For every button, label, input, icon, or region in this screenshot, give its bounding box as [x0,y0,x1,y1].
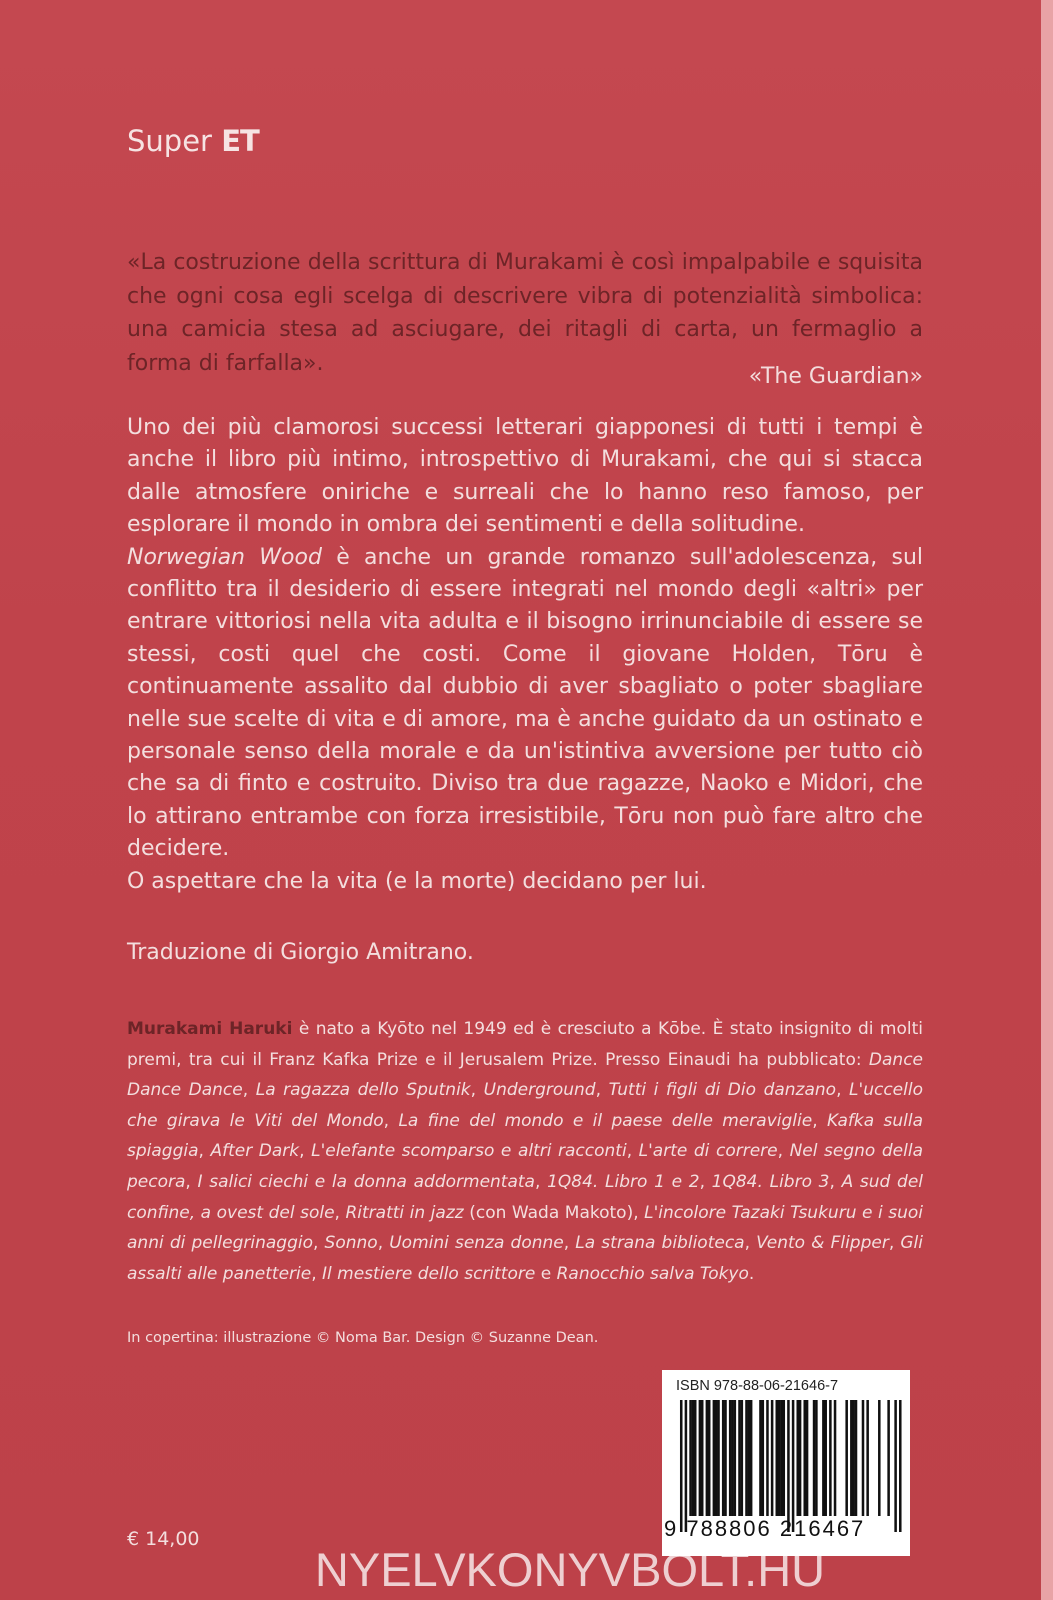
barcode-bar [729,1400,732,1516]
work-title: Underground [483,1080,596,1101]
work-title: Ranocchio salva Tokyo [556,1263,749,1284]
barcode-bar [708,1400,711,1516]
cover-credits: In copertina: illustrazione © Noma Bar. Design © Suzanne Dean. [127,1330,599,1346]
ean-digits: 9 788806 216467 [664,1516,866,1541]
barcode-bar [815,1400,818,1516]
book-title: Norwegian Wood [127,544,322,570]
work-title: L'elefante scomparso e altri racconti [311,1141,627,1162]
barcode-bar [806,1400,809,1516]
barcode-bar [689,1400,692,1516]
barcode-bar [692,1400,695,1516]
barcode-bar [706,1400,709,1516]
work-title: Nel segno della pecora [127,1141,923,1192]
work-title: I salici ciechi e la donna addormentata [197,1171,535,1192]
barcode-bar [787,1400,790,1532]
barcode-bar [792,1400,795,1532]
barcode-bar [783,1400,786,1516]
barcode-bar [685,1400,688,1532]
work-title: 1Q84. Libro 3 [711,1171,830,1192]
quote-source: «The Guardian» [748,364,923,389]
barcode-bar [780,1400,783,1516]
work-title: Ritratti in jazz [345,1202,464,1223]
barcode-bar [717,1400,720,1516]
barcode-bar [899,1400,902,1532]
barcode-bar [822,1400,825,1516]
barcode-bar [694,1400,697,1516]
work-title: Il mestiere dello scrittore [322,1263,536,1284]
barcode-bar [824,1400,827,1516]
isbn-label: ISBN 978-88-06-21646-7 [676,1378,839,1394]
barcode-bar [796,1400,799,1516]
barcode-bar [759,1400,762,1516]
barcode-bar [855,1400,858,1516]
work-title: Uomini senza donne [389,1233,564,1254]
work-title: Tutti i figli di Dio danzano [608,1080,837,1101]
barcode-bar [715,1400,718,1516]
barcode-bar [866,1400,869,1516]
blurb-paragraph-2-text: è anche un grande romanzo sull'adolescenza, sul conflitto tra il desiderio di essere integrati nel mondo degli «altri» per entrare vittoriosi nella vita adulta e il bisogno irrinunciabile di essere se stessi, costi quel che costi. Come il giovane Holden, Tōru è continuamente assalito dal dubbio di aver sbagliato o poter sbagliare nelle sue scelte di vita e di amore, ma è anche guidato da un ostinato e personale senso della morale e da un'istintiva avversione per tutto ciò che sa di finto e costruito. Diviso tra due ragazze, Naoko e Midori, che lo attirano entrambe con forza irresistibile, Tōru non può fare altro che decidere. [127,544,923,862]
barcode [662,1370,910,1556]
blurb [127,412,923,898]
author-name: Murakami Haruki [127,1019,293,1039]
work-title: La strana biblioteca [575,1233,745,1254]
work-title: La fine del mondo e il paese delle meraviglie [398,1110,813,1131]
work-title: Sonno [324,1233,378,1254]
work-title: La ragazza dello Sputnik [255,1080,471,1101]
author-bio-intro: è nato a Kyōto nel 1949 ed è cresciuto a Kōbe. È stato insignito di molti premi, tra cui il Franz Kafka Prize e il Jerusalem Prize. Presso Einaudi ha pubblicato: [127,1019,923,1070]
barcode-bar [745,1400,748,1516]
barcode-bar [722,1400,725,1516]
barcode-bar [713,1400,716,1516]
series-prefix: Super [127,124,212,158]
barcode-bar [771,1400,774,1516]
barcode-bar [852,1400,855,1516]
price: € 14,00 [127,1528,200,1550]
barcode-bar [778,1400,781,1516]
barcode-bar [741,1400,744,1516]
barcode-bar [699,1400,702,1516]
work-title: Dance Dance Dance [127,1049,923,1101]
barcode-bar [776,1400,779,1516]
barcode-bar [766,1400,769,1516]
barcode-bar [850,1400,853,1516]
barcode-bar [734,1400,737,1516]
work-title: L'arte di correre [638,1141,778,1162]
barcode-bar [829,1400,832,1516]
author-works-list: Dance Dance Dance, La ragazza dello Sputnik, Underground, Tutti i figli di Dio danzano, L'uccello che girava le Viti del Mondo, La fine del mondo e il paese delle meraviglie, Kafka sulla spiaggia, After Dark, L'elefante scomparso e altri racconti, L'arte di correre, Nel segno della pecora, I salici ciechi e la donna addormentata, 1Q84. Libro 1 e 2, 1Q84. Libro 3, A sud del confine, a ovest del sole, Ritratti in jazz (con Wada Makoto), L'incolore Tazaki Tsukuru e i suoi anni di pellegrinaggio, Sonno, Uomini senza donne, La strana biblioteca, Vento & Flipper, Gli assalti alle panetterie, Il mestiere dello scrittore e Ranocchio salva Tokyo. [127,1049,924,1284]
work-title: Vento & Flipper [756,1233,889,1254]
barcode-bars [666,1400,906,1532]
barcode-bar [731,1400,734,1516]
work-title: L'uccello che girava le Viti del Mondo [127,1080,923,1131]
translator-credit: Traduzione di Giorgio Amitrano. [127,940,474,965]
barcode-bar [701,1400,704,1516]
barcode-bar [834,1400,837,1516]
barcode-bar [803,1400,806,1516]
blurb-paragraph-1: Uno dei più clamorosi successi letterari giapponesi di tutti i tempi è anche il libro più intimo, introspettivo di Murakami, che qui si stacca dalle atmosfere oniriche e surreali che lo hanno reso famoso, per esplorare il mondo in ombra dei sentimenti e della solitudine. [127,415,923,538]
barcode-bar [748,1400,751,1516]
watermark: NYELVKONYVBOLT.HU [314,1543,826,1596]
barcode-bar [845,1400,848,1516]
series-logo [127,124,259,158]
cover-edge [1041,0,1053,1600]
barcode-bar [750,1400,753,1516]
work-title: A sud del confine, a ovest del sole [127,1171,924,1223]
barcode-bar [894,1400,897,1532]
barcode-bar [680,1400,683,1532]
barcode-bar [878,1400,881,1516]
barcode-bar [724,1400,727,1516]
work-title: Gli assalti alle panetterie [127,1233,923,1284]
barcode-bar [862,1400,865,1516]
work-note: (con Wada Makoto) [463,1202,634,1223]
blurb-paragraph-2 [127,542,923,866]
barcode-bar [799,1400,802,1516]
work-title: Kafka sulla spiaggia [127,1110,924,1162]
barcode-bar [738,1400,741,1516]
blurb-paragraph-3: O aspettare che la vita (e la morte) decidano per lui. [127,868,707,894]
barcode-bar [813,1400,816,1516]
press-quote: «La costruzione della scrittura di Murakami è così impalpabile e squisita che ogni cosa egli scelga di descrivere vibra di potenzialità simbolica: una camicia stesa ad asciugare, dei ritagli di carta, un fermaglio a forma di farfalla». [127,250,923,376]
barcode-bar [762,1400,765,1516]
work-title: 1Q84. Libro 1 e 2 [547,1171,700,1192]
series-mark: ET [221,124,259,158]
work-title: After Dark [210,1141,300,1162]
author-bio [127,1014,923,1289]
work-title: L'incolore Tazaki Tsukuru e i suoi anni di pellegrinaggio [127,1202,923,1254]
barcode-bar [887,1400,890,1516]
